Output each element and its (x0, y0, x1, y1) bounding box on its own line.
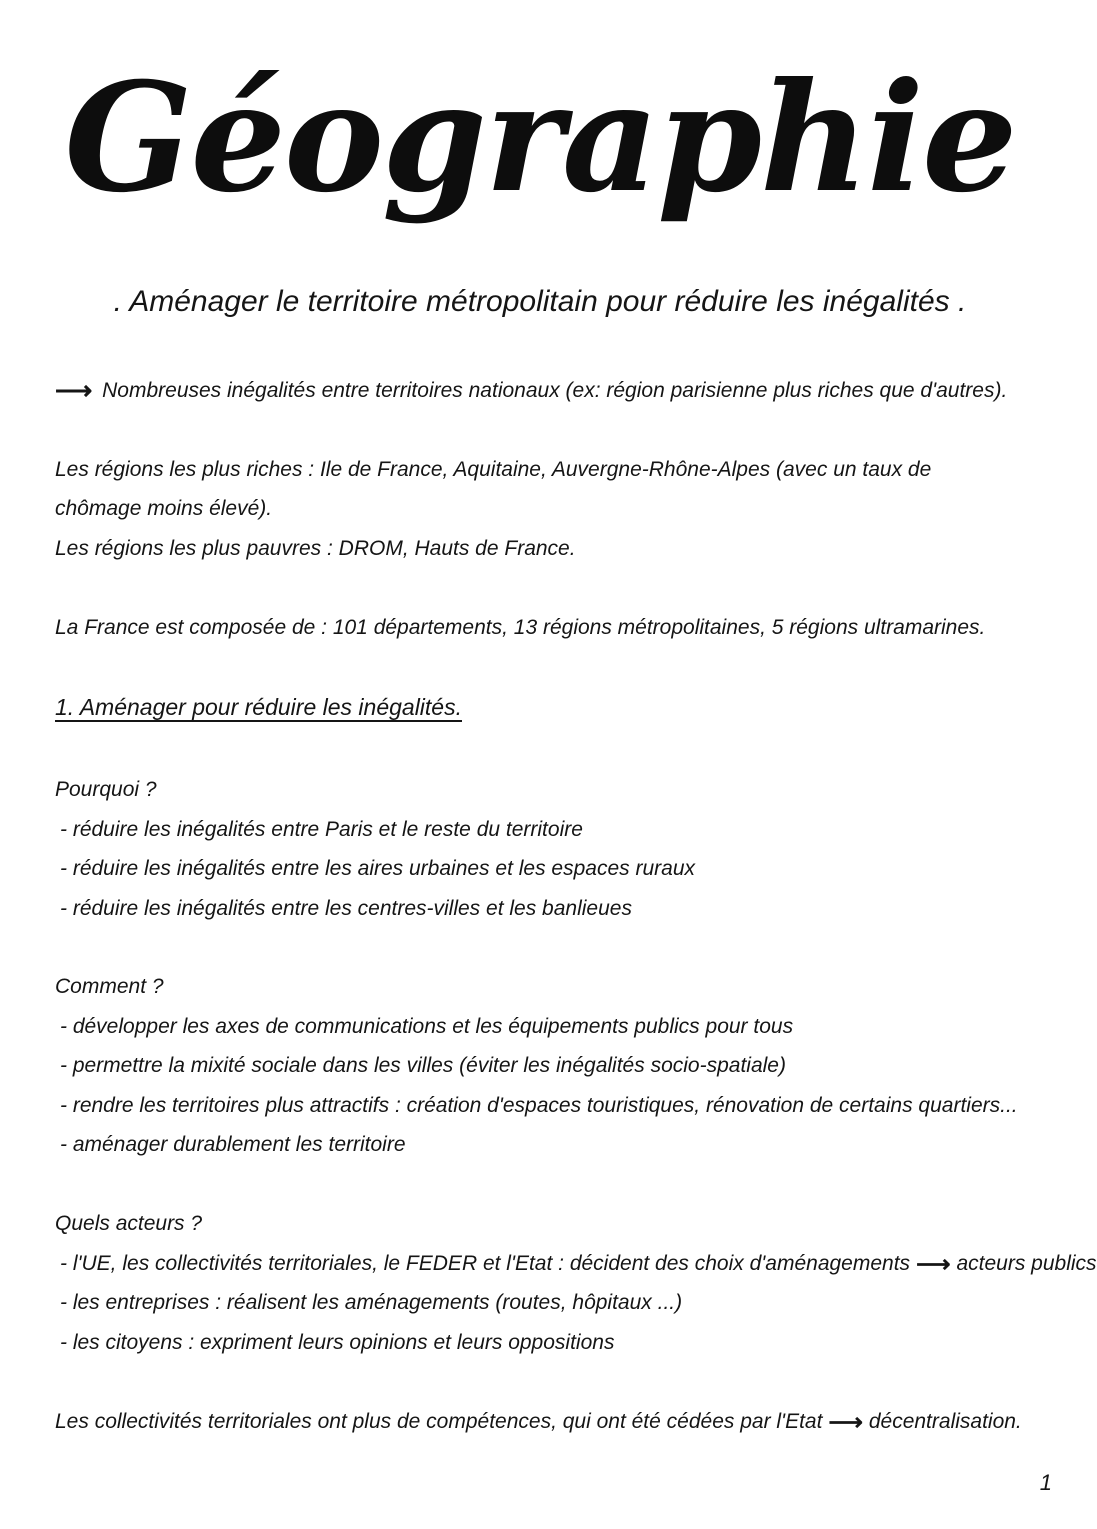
arrow-right-icon: ⟶ (916, 1251, 951, 1278)
actors-label: Quels acteurs ? (55, 1212, 203, 1235)
page-title: Géographie (64, 50, 1016, 226)
composition-text: La France est composée de : 101 départements, 13 régions métropolitaines, 5 régions ultramarines. (55, 616, 986, 639)
why-item: - réduire les inégalités entre les aires urbaines et les espaces ruraux (60, 857, 695, 880)
why-item: - réduire les inégalités entre les centres-villes et les banlieues (60, 897, 632, 920)
conclusion-result: décentralisation. (868, 1410, 1022, 1433)
arrow-right-icon: ⟶ (828, 1409, 863, 1436)
how-item: - aménager durablement les territoire (60, 1133, 406, 1156)
actors-item: - les entreprises : réalisent les aménagements (routes, hôpitaux ...) (60, 1291, 683, 1314)
conclusion-text: Les collectivités territoriales ont plus de compétences, qui ont été cédées par l'Etat (55, 1410, 823, 1433)
section-heading: 1. Aménager pour réduire les inégalités. (55, 694, 462, 720)
page-subtitle: . Aménager le territoire métropolitain pour réduire les inégalités . (113, 285, 967, 318)
how-item: - permettre la mixité sociale dans les villes (éviter les inégalités socio-spatiale) (60, 1054, 786, 1077)
how-item: - développer les axes de communications et les équipements publics pour tous (60, 1015, 794, 1038)
intro-text: Nombreuses inégalités entre territoires nationaux (ex: région parisienne plus riches que d'autres). (102, 379, 1008, 402)
actors-item (60, 1244, 1097, 1284)
arrow-right-icon: ⟶ (55, 375, 93, 405)
actors-item: - les citoyens : expriment leurs opinions et leurs oppositions (60, 1331, 615, 1354)
page-number: 1 (1039, 1470, 1052, 1495)
actors-item-text: - l'UE, les collectivités territoriales, le FEDER et l'Etat : décident des choix d'aménagements (60, 1252, 911, 1275)
how-item: - rendre les territoires plus attractifs : création d'espaces touristiques, rénovation de certains quartiers... (60, 1094, 1018, 1117)
actors-item-result: acteurs publics (956, 1252, 1097, 1275)
why-item: - réduire les inégalités entre Paris et le reste du territoire (60, 818, 583, 841)
conclusion-line (55, 1402, 1022, 1442)
rich-regions-text: Les régions les plus riches : Ile de France, Aquitaine, Auvergne-Rhône-Alpes (avec un taux de chômage moins élevé). (55, 458, 932, 520)
poor-regions-text: Les régions les plus pauvres : DROM, Hauts de France. (55, 537, 576, 560)
intro-line (55, 371, 1007, 410)
how-label: Comment ? (55, 975, 164, 998)
why-label: Pourquoi ? (55, 778, 157, 801)
